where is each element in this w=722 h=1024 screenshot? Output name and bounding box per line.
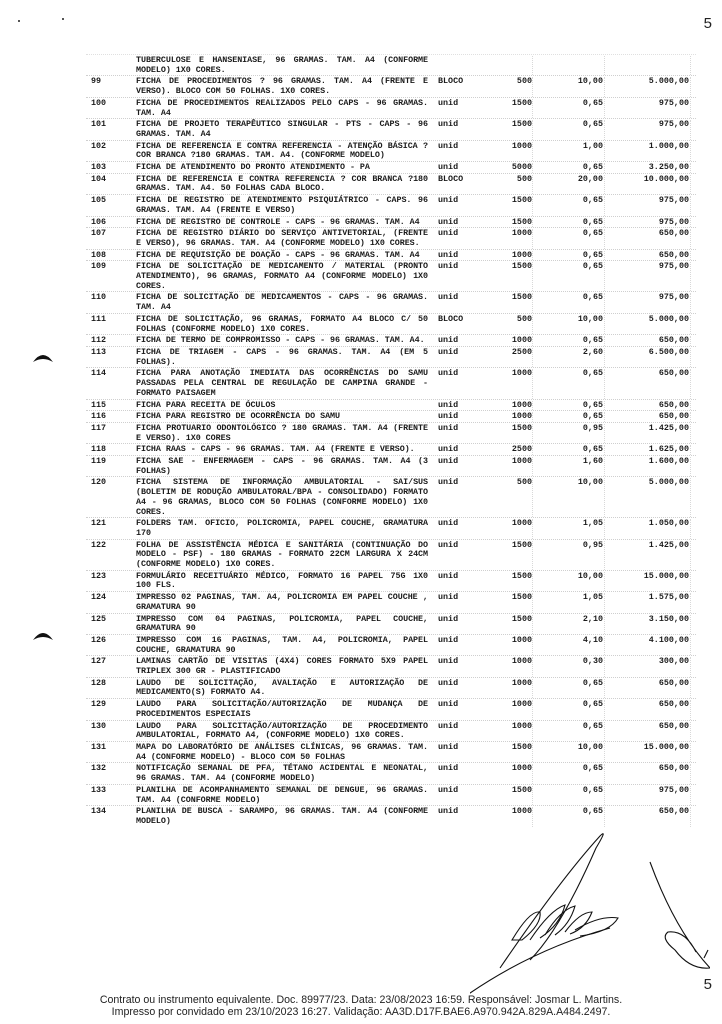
item-unit-price: 0,65 xyxy=(533,336,605,346)
table-row xyxy=(86,260,696,291)
item-total: 15.000,00 xyxy=(605,743,691,762)
item-description: FOLHA DE ASSISTÊNCIA MÉDICA E SANITÁRIA (CONTINUAÇÃO DO MODELO - PSF) - 180 GRAMAS - FORMATO 22CM LARGURA X 24CM (CONFORME MODELO) 1X0 CORES. xyxy=(136,539,428,570)
item-total: 650,00 xyxy=(605,700,691,719)
table-row xyxy=(86,720,696,741)
table-row xyxy=(86,140,696,161)
item-total: 300,00 xyxy=(605,657,691,676)
item-number: 125 xyxy=(91,613,107,624)
item-number: 124 xyxy=(91,592,107,603)
item-quantity: 1000 xyxy=(484,401,533,411)
item-unit: unid xyxy=(438,477,459,488)
item-unit: unid xyxy=(438,195,459,206)
item-unit: unid xyxy=(438,261,459,272)
item-unit-price: 0,65 xyxy=(533,293,605,312)
item-number: 111 xyxy=(91,313,107,324)
item-number: 134 xyxy=(91,806,107,817)
item-unit-price xyxy=(533,56,605,75)
table-row xyxy=(86,227,696,248)
item-number: 131 xyxy=(91,742,107,752)
table-row xyxy=(86,698,696,719)
item-unit: unid xyxy=(438,806,459,817)
item-total: 1.050,00 xyxy=(605,519,691,538)
item-quantity: 1500 xyxy=(484,262,533,291)
item-total: 15.000,00 xyxy=(605,572,691,591)
item-unit-price: 4,10 xyxy=(533,636,605,655)
item-unit-price: 10,00 xyxy=(533,743,605,762)
item-quantity: 500 xyxy=(484,175,533,194)
table-row xyxy=(86,161,696,173)
table-row xyxy=(86,591,696,612)
item-description: LAUDO PARA SOLICITAÇÃO/AUTORIZAÇÃO DE MUDANÇA DE PROCEDIMENTOS ESPECIAIS xyxy=(136,699,428,719)
table-row xyxy=(86,443,696,455)
item-unit-price: 2,60 xyxy=(533,348,605,367)
item-total: 650,00 xyxy=(605,401,691,411)
item-description: FICHA DE REFERENCIA E CONTRA REFERENCIA ? COR BRANCA ?180 GRAMAS. TAM. A4. 50 FOLHAS CADA BLOCO. xyxy=(136,173,428,194)
handwritten-signature xyxy=(470,820,710,1000)
item-unit: BLOCO xyxy=(438,76,464,87)
item-number: 104 xyxy=(91,173,107,184)
item-quantity: 1500 xyxy=(484,615,533,634)
item-description: IMPRESSO COM 16 PAGINAS, TAM. A4, POLICROMIA, PAPEL COUCHE, GRAMATURA 90 xyxy=(136,634,428,655)
item-total: 975,00 xyxy=(605,120,691,139)
item-number: 107 xyxy=(91,228,107,239)
item-unit: unid xyxy=(438,444,459,455)
item-number: 122 xyxy=(91,539,107,550)
item-unit: BLOCO xyxy=(438,313,464,324)
item-description: IMPRESSO 02 PAGINAS, TAM. A4, POLICROMIA EM PAPEL COUCHE , GRAMATURA 90 xyxy=(136,592,428,612)
item-total: 975,00 xyxy=(605,218,691,228)
table-row xyxy=(86,173,696,194)
item-unit: BLOCO xyxy=(438,173,464,184)
item-total: 975,00 xyxy=(605,99,691,118)
item-quantity: 1500 xyxy=(484,120,533,139)
table-row xyxy=(86,422,696,443)
item-total: 6.500,00 xyxy=(605,348,691,367)
item-unit-price: 0,65 xyxy=(533,722,605,741)
item-unit: unid xyxy=(438,346,459,357)
item-number: 118 xyxy=(91,444,107,455)
item-unit: unid xyxy=(438,228,459,239)
item-number: 114 xyxy=(91,368,107,379)
item-description: FICHA PARA REGISTRO DE OCORRÊNCIA DO SAMU xyxy=(136,411,341,422)
item-description: FICHA DE PROCEDIMENTOS ? 96 GRAMAS. TAM. A4 (FRENTE E VERSO). BLOCO COM 50 FOLHAS. 1X0 CORES. xyxy=(136,76,428,97)
table-row xyxy=(86,655,696,676)
item-unit: unid xyxy=(438,335,459,346)
table-row xyxy=(86,570,696,591)
item-unit-price: 1,05 xyxy=(533,519,605,538)
item-unit-price: 0,65 xyxy=(533,262,605,291)
item-unit: unid xyxy=(438,162,459,173)
item-unit: unid xyxy=(438,742,459,752)
item-quantity: 1000 xyxy=(484,412,533,422)
item-number xyxy=(86,56,136,75)
item-quantity: 1500 xyxy=(484,786,533,805)
item-description: FICHA PARA RECEITA DE ÓCULOS xyxy=(136,399,276,410)
table-row xyxy=(86,367,696,398)
item-description: LAUDO DE SOLICITAÇÃO, AVALIAÇÃO E AUTORIZAÇÃO DE MEDICAMENTO(S) FORMATO A4. xyxy=(136,677,428,698)
item-number: 105 xyxy=(91,195,107,206)
item-total: 10.000,00 xyxy=(605,175,691,194)
item-quantity: 500 xyxy=(484,315,533,334)
table-row xyxy=(86,75,696,96)
item-number: 100 xyxy=(91,97,107,108)
item-total: 1.625,00 xyxy=(605,445,691,455)
item-total: 975,00 xyxy=(605,262,691,291)
item-unit: unid xyxy=(438,292,459,303)
item-unit-price: 0,65 xyxy=(533,700,605,719)
table-row xyxy=(86,613,696,634)
item-unit-price: 20,00 xyxy=(533,175,605,194)
table-row xyxy=(86,677,696,698)
item-total: 4.100,00 xyxy=(605,636,691,655)
item-unit-price: 10,00 xyxy=(533,77,605,96)
table-row xyxy=(86,762,696,783)
table-row xyxy=(86,476,696,517)
item-total: 3.150,00 xyxy=(605,615,691,634)
item-total: 5.000,00 xyxy=(605,315,691,334)
table-row xyxy=(86,194,696,215)
table-row xyxy=(86,97,696,118)
item-total: 3.250,00 xyxy=(605,163,691,173)
item-number: 116 xyxy=(91,411,107,422)
table-row xyxy=(86,249,696,261)
table-row xyxy=(86,313,696,334)
item-unit-price: 0,65 xyxy=(533,229,605,248)
item-number: 120 xyxy=(91,477,107,488)
item-description: FICHA PARA ANOTAÇÃO IMEDIATA DAS OCORRÊNCIAS DO SAMU PASSADAS PELA CENTRAL DE REGULAÇÃO DE CAMPINA GRANDE - FORMATO PAISAGEM xyxy=(136,368,428,398)
item-quantity: 1500 xyxy=(484,424,533,443)
item-quantity: 1000 xyxy=(484,700,533,719)
item-quantity: 1500 xyxy=(484,99,533,118)
item-number: 109 xyxy=(91,261,107,272)
scan-speck xyxy=(18,20,20,22)
item-unit xyxy=(428,56,484,75)
table-row xyxy=(86,634,696,655)
item-unit: unid xyxy=(438,720,459,731)
item-unit: unid xyxy=(438,411,459,422)
item-total: 650,00 xyxy=(605,412,691,422)
item-total: 5.000,00 xyxy=(605,77,691,96)
item-number: 113 xyxy=(91,346,107,357)
table-row xyxy=(86,410,696,422)
item-unit-price: 0,95 xyxy=(533,541,605,570)
punch-hole-mark xyxy=(32,352,54,363)
item-description: TUBERCULOSE E HANSENIASE, 96 GRAMAS. TAM. A4 (CONFORME MODELO) 1X0 CORES. xyxy=(136,55,428,75)
table-row xyxy=(86,291,696,312)
item-description: FOLDERS TAM. OFICIO, POLICROMIA, PAPEL COUCHE, GRAMATURA 170 xyxy=(136,518,428,538)
item-quantity: 1500 xyxy=(484,196,533,215)
item-unit-price: 10,00 xyxy=(533,478,605,517)
item-total: 1.575,00 xyxy=(605,593,691,612)
item-description: FICHA DE SOLICITAÇÃO DE MEDICAMENTOS - CAPS - 96 GRAMAS. TAM. A4 xyxy=(136,292,428,313)
item-number: 121 xyxy=(91,518,107,529)
table-row xyxy=(86,216,696,228)
item-unit-price: 0,65 xyxy=(533,218,605,228)
item-description: FICHA PROTUARIO ODONTOLÓGICO ? 180 GRAMAS. TAM. A4 (FRENTE E VERSO). 1X0 CORES xyxy=(136,422,428,443)
item-number: 128 xyxy=(91,677,107,688)
item-description: FICHA SAE - ENFERMAGEM - CAPS - 96 GRAMAS. TAM. A4 (3 FOLHAS) xyxy=(136,456,428,476)
item-unit: unid xyxy=(438,570,459,581)
item-number: 108 xyxy=(91,249,107,260)
item-description: IMPRESSO COM 04 PAGINAS, POLICROMIA, PAPEL COUCHE, GRAMATURA 90 xyxy=(136,613,428,634)
item-description: FICHA SISTEMA DE INFORMAÇÃO AMBULATORIAL - SAI/SUS (BOLETIM DE RODUÇÃO AMBULATORAL/BPA - CONSOLIDADO) FORMATO A4 - 96 GRAMAS, BLOCO COM 50 FOLHAS (CONFORME MODELO) 1X0 CORES. xyxy=(136,477,428,517)
item-unit: unid xyxy=(438,613,459,624)
item-description: FICHA DE REGISTRO DIÁRIO DO SERVIÇO ANTIVETORIAL, (FRENTE E VERSO), 96 GRAMAS. TAM. A4 (CONFORME MODELO) 1X0 CORES. xyxy=(136,228,428,248)
item-unit: unid xyxy=(438,119,459,130)
item-quantity: 1500 xyxy=(484,743,533,762)
item-unit-price: 1,60 xyxy=(533,457,605,476)
item-total: 650,00 xyxy=(605,229,691,248)
item-unit-price: 0,95 xyxy=(533,424,605,443)
item-quantity: 500 xyxy=(484,77,533,96)
items-table xyxy=(86,54,696,827)
item-unit-price: 1,05 xyxy=(533,593,605,612)
item-total: 650,00 xyxy=(605,336,691,346)
item-unit-price: 0,65 xyxy=(533,120,605,139)
table-row xyxy=(86,741,696,762)
item-quantity: 1000 xyxy=(484,229,533,248)
item-total: 975,00 xyxy=(605,196,691,215)
item-unit-price: 10,00 xyxy=(533,315,605,334)
footer-contract-line: Contrato ou instrumento equivalente. Doc. 89977/23. Data: 23/08/2023 16:59. Responsável: Josmar L. Martins. xyxy=(99,994,623,1006)
item-unit: unid xyxy=(438,699,459,710)
item-total: 650,00 xyxy=(605,764,691,783)
footer-validation-line: Impresso por convidado em 23/10/2023 16:27. Validação: AA3D.D17F.BAE6.A970.942A.829A.A484.2497. xyxy=(111,1006,611,1018)
item-unit: unid xyxy=(438,422,459,433)
item-quantity: 500 xyxy=(484,478,533,517)
item-unit-price: 0,65 xyxy=(533,251,605,261)
item-description: PLANILHA DE BUSCA - SARAMPO, 96 GRAMAS. TAM. A4 (CONFORME MODELO) xyxy=(136,806,428,826)
item-number: 119 xyxy=(91,456,107,467)
item-quantity: 1500 xyxy=(484,572,533,591)
item-number: 133 xyxy=(91,784,107,795)
item-quantity: 1000 xyxy=(484,636,533,655)
table-row xyxy=(86,54,696,75)
item-quantity: 1000 xyxy=(484,519,533,538)
item-unit-price: 0,65 xyxy=(533,401,605,411)
item-unit: unid xyxy=(438,763,459,774)
item-description: FICHA DE REGISTRO DE CONTROLE - CAPS - 96 GRAMAS. TAM. A4 xyxy=(136,216,420,227)
item-description: FICHA DE REGISTRO DE ATENDIMENTO PSIQUIÁTRICO - CAPS. 96 GRAMAS. TAM. A4 (FRENTE E VERSO) xyxy=(136,195,428,215)
item-quantity: 1500 xyxy=(484,293,533,312)
item-unit-price: 0,65 xyxy=(533,764,605,783)
page-number-bottom: 5 xyxy=(703,976,712,993)
item-unit-price: 0,65 xyxy=(533,99,605,118)
item-unit: unid xyxy=(438,677,459,688)
item-total: 650,00 xyxy=(605,807,691,826)
item-description: FICHA DE PROJETO TERAPÊUTICO SINGULAR - PTS - CAPS - 96 GRAMAS. TAM. A4 xyxy=(136,119,428,139)
item-unit: unid xyxy=(438,592,459,603)
table-row xyxy=(86,517,696,538)
item-number: 102 xyxy=(91,140,107,151)
item-quantity: 1000 xyxy=(484,336,533,346)
item-total: 650,00 xyxy=(605,679,691,698)
item-number: 117 xyxy=(91,422,107,433)
item-number: 130 xyxy=(91,720,107,731)
item-number: 101 xyxy=(91,119,107,130)
item-quantity: 1000 xyxy=(484,764,533,783)
item-number: 132 xyxy=(91,763,107,774)
item-quantity xyxy=(484,56,533,75)
item-unit-price: 0,65 xyxy=(533,786,605,805)
item-number: 123 xyxy=(91,570,107,581)
table-row xyxy=(86,455,696,476)
item-unit: unid xyxy=(438,518,459,529)
item-description: FICHA DE TERMO DE COMPROMISSO - CAPS - 96 GRAMAS. TAM. A4. xyxy=(136,335,425,346)
item-quantity: 1500 xyxy=(484,541,533,570)
item-unit-price: 0,65 xyxy=(533,412,605,422)
item-number: 110 xyxy=(91,292,107,303)
item-unit: unid xyxy=(438,539,459,550)
item-quantity: 1000 xyxy=(484,142,533,161)
item-description: FICHA DE ATENDIMENTO DO PRONTO ATENDIMENTO - PA xyxy=(136,162,370,173)
item-unit-price: 0,65 xyxy=(533,163,605,173)
item-quantity: 1000 xyxy=(484,679,533,698)
item-total xyxy=(605,56,691,75)
item-unit-price: 1,00 xyxy=(533,142,605,161)
page-number-top: 5 xyxy=(703,15,712,32)
item-number: 115 xyxy=(91,399,107,410)
item-description: FICHA DE REQUISIÇÃO DE DOAÇÃO - CAPS - 96 GRAMAS. TAM. A4 xyxy=(136,249,420,260)
table-row xyxy=(86,118,696,139)
item-quantity: 5000 xyxy=(484,163,533,173)
table-row xyxy=(86,399,696,411)
item-unit: unid xyxy=(438,634,459,645)
item-quantity: 1000 xyxy=(484,457,533,476)
item-total: 650,00 xyxy=(605,369,691,398)
item-quantity: 2500 xyxy=(484,445,533,455)
item-unit: unid xyxy=(438,456,459,467)
table-row xyxy=(86,334,696,346)
item-unit-price: 2,10 xyxy=(533,615,605,634)
item-quantity: 1000 xyxy=(484,251,533,261)
item-unit: unid xyxy=(438,140,459,151)
item-number: 112 xyxy=(91,335,107,346)
item-number: 99 xyxy=(91,76,102,87)
item-description: LAUDO PARA SOLICITAÇÃO/AUTORIZAÇÃO DE PROCEDIMENTO AMBULATORIAL, FORMATO A4, (CONFORME MODELO) 1X0 CORES. xyxy=(136,720,428,741)
scan-speck xyxy=(62,18,64,20)
item-description: PLANILHA DE ACOMPANHAMENTO SEMANAL DE DENGUE, 96 GRAMAS. TAM. A4 (CONFORME MODELO) xyxy=(136,784,428,805)
item-description: FICHA RAAS - CAPS - 96 GRAMAS. TAM. A4 (FRENTE E VERSO). xyxy=(136,444,415,455)
table-row xyxy=(86,539,696,570)
item-unit-price: 10,00 xyxy=(533,572,605,591)
item-number: 129 xyxy=(91,699,107,710)
item-total: 650,00 xyxy=(605,722,691,741)
item-unit-price: 0,65 xyxy=(533,445,605,455)
item-description: LAMINAS CARTÃO DE VISITAS (4X4) CORES FORMATO 5X9 PAPEL TRIPLEX 300 GR - PLASTIFICADO xyxy=(136,656,428,677)
item-unit: unid xyxy=(438,784,459,795)
item-number: 106 xyxy=(91,216,107,227)
item-description: MAPA DO LABORATÓRIO DE ANÁLISES CLÍNICAS, 96 GRAMAS. TAM. A4 (CONFORME MODELO) - BLOCO COM 50 FOLHAS xyxy=(136,742,428,762)
item-description: FORMULÁRIO RECEITUÁRIO MÉDICO, FORMATO 16 PAPEL 75G 1X0 100 FLS. xyxy=(136,570,428,591)
item-unit: unid xyxy=(438,399,459,410)
punch-hole-mark xyxy=(32,630,54,641)
item-description: FICHA DE SOLICITAÇÃO DE MEDICAMENTO / MATERIAL (PRONTO ATENDIMENTO), 96 GRAMAS, FORMATO A4 (CONFORME MODELO) 1X0 CORES. xyxy=(136,261,428,291)
item-quantity: 1000 xyxy=(484,722,533,741)
item-unit-price: 0,65 xyxy=(533,196,605,215)
document-footer xyxy=(0,994,722,1018)
item-quantity: 1000 xyxy=(484,807,533,826)
item-description: FICHA DE SOLICITAÇÃO, 96 GRAMAS, FORMATO A4 BLOCO C/ 50 FOLHAS (CONFORME MODELO) 1X0 CORES. xyxy=(136,313,428,334)
item-description: NOTIFICAÇÃO SEMANAL DE PFA, TÉTANO ACIDENTAL E NEONATAL, 96 GRAMAS. TAM. A4 (CONFORME MODELO) xyxy=(136,763,428,784)
item-unit: unid xyxy=(438,97,459,108)
item-total: 5.000,00 xyxy=(605,478,691,517)
item-quantity: 2500 xyxy=(484,348,533,367)
item-number: 126 xyxy=(91,634,107,645)
item-unit: unid xyxy=(438,656,459,667)
item-total: 1.600,00 xyxy=(605,457,691,476)
item-unit: unid xyxy=(438,368,459,379)
item-quantity: 1500 xyxy=(484,593,533,612)
item-unit: unid xyxy=(438,216,459,227)
item-description: FICHA DE REFERENCIA E CONTRA REFERENCIA - ATENÇÃO BÁSICA ? COR BRANCA ?180 GRAMAS. TAM. A4. (CONFORME MODELO) xyxy=(136,140,428,161)
item-unit-price: 0,65 xyxy=(533,679,605,698)
item-quantity: 1000 xyxy=(484,369,533,398)
item-unit-price: 0,65 xyxy=(533,807,605,826)
item-description: FICHA DE PROCEDIMENTOS REALIZADOS PELO CAPS - 96 GRAMAS. TAM. A4 xyxy=(136,97,428,118)
item-quantity: 1500 xyxy=(484,218,533,228)
item-total: 975,00 xyxy=(605,293,691,312)
item-number: 103 xyxy=(91,162,107,173)
item-number: 127 xyxy=(91,656,107,667)
item-total: 650,00 xyxy=(605,251,691,261)
item-unit-price: 0,65 xyxy=(533,369,605,398)
item-quantity: 1000 xyxy=(484,657,533,676)
table-row xyxy=(86,784,696,805)
table-row xyxy=(86,346,696,367)
table-row xyxy=(86,805,696,826)
item-description: FICHA DE TRIAGEM - CAPS - 96 GRAMAS. TAM. A4 (EM 5 FOLHAS). xyxy=(136,346,428,367)
item-total: 1.425,00 xyxy=(605,541,691,570)
item-unit-price: 0,30 xyxy=(533,657,605,676)
item-total: 975,00 xyxy=(605,786,691,805)
item-total: 1.000,00 xyxy=(605,142,691,161)
item-unit: unid xyxy=(438,249,459,260)
item-total: 1.425,00 xyxy=(605,424,691,443)
